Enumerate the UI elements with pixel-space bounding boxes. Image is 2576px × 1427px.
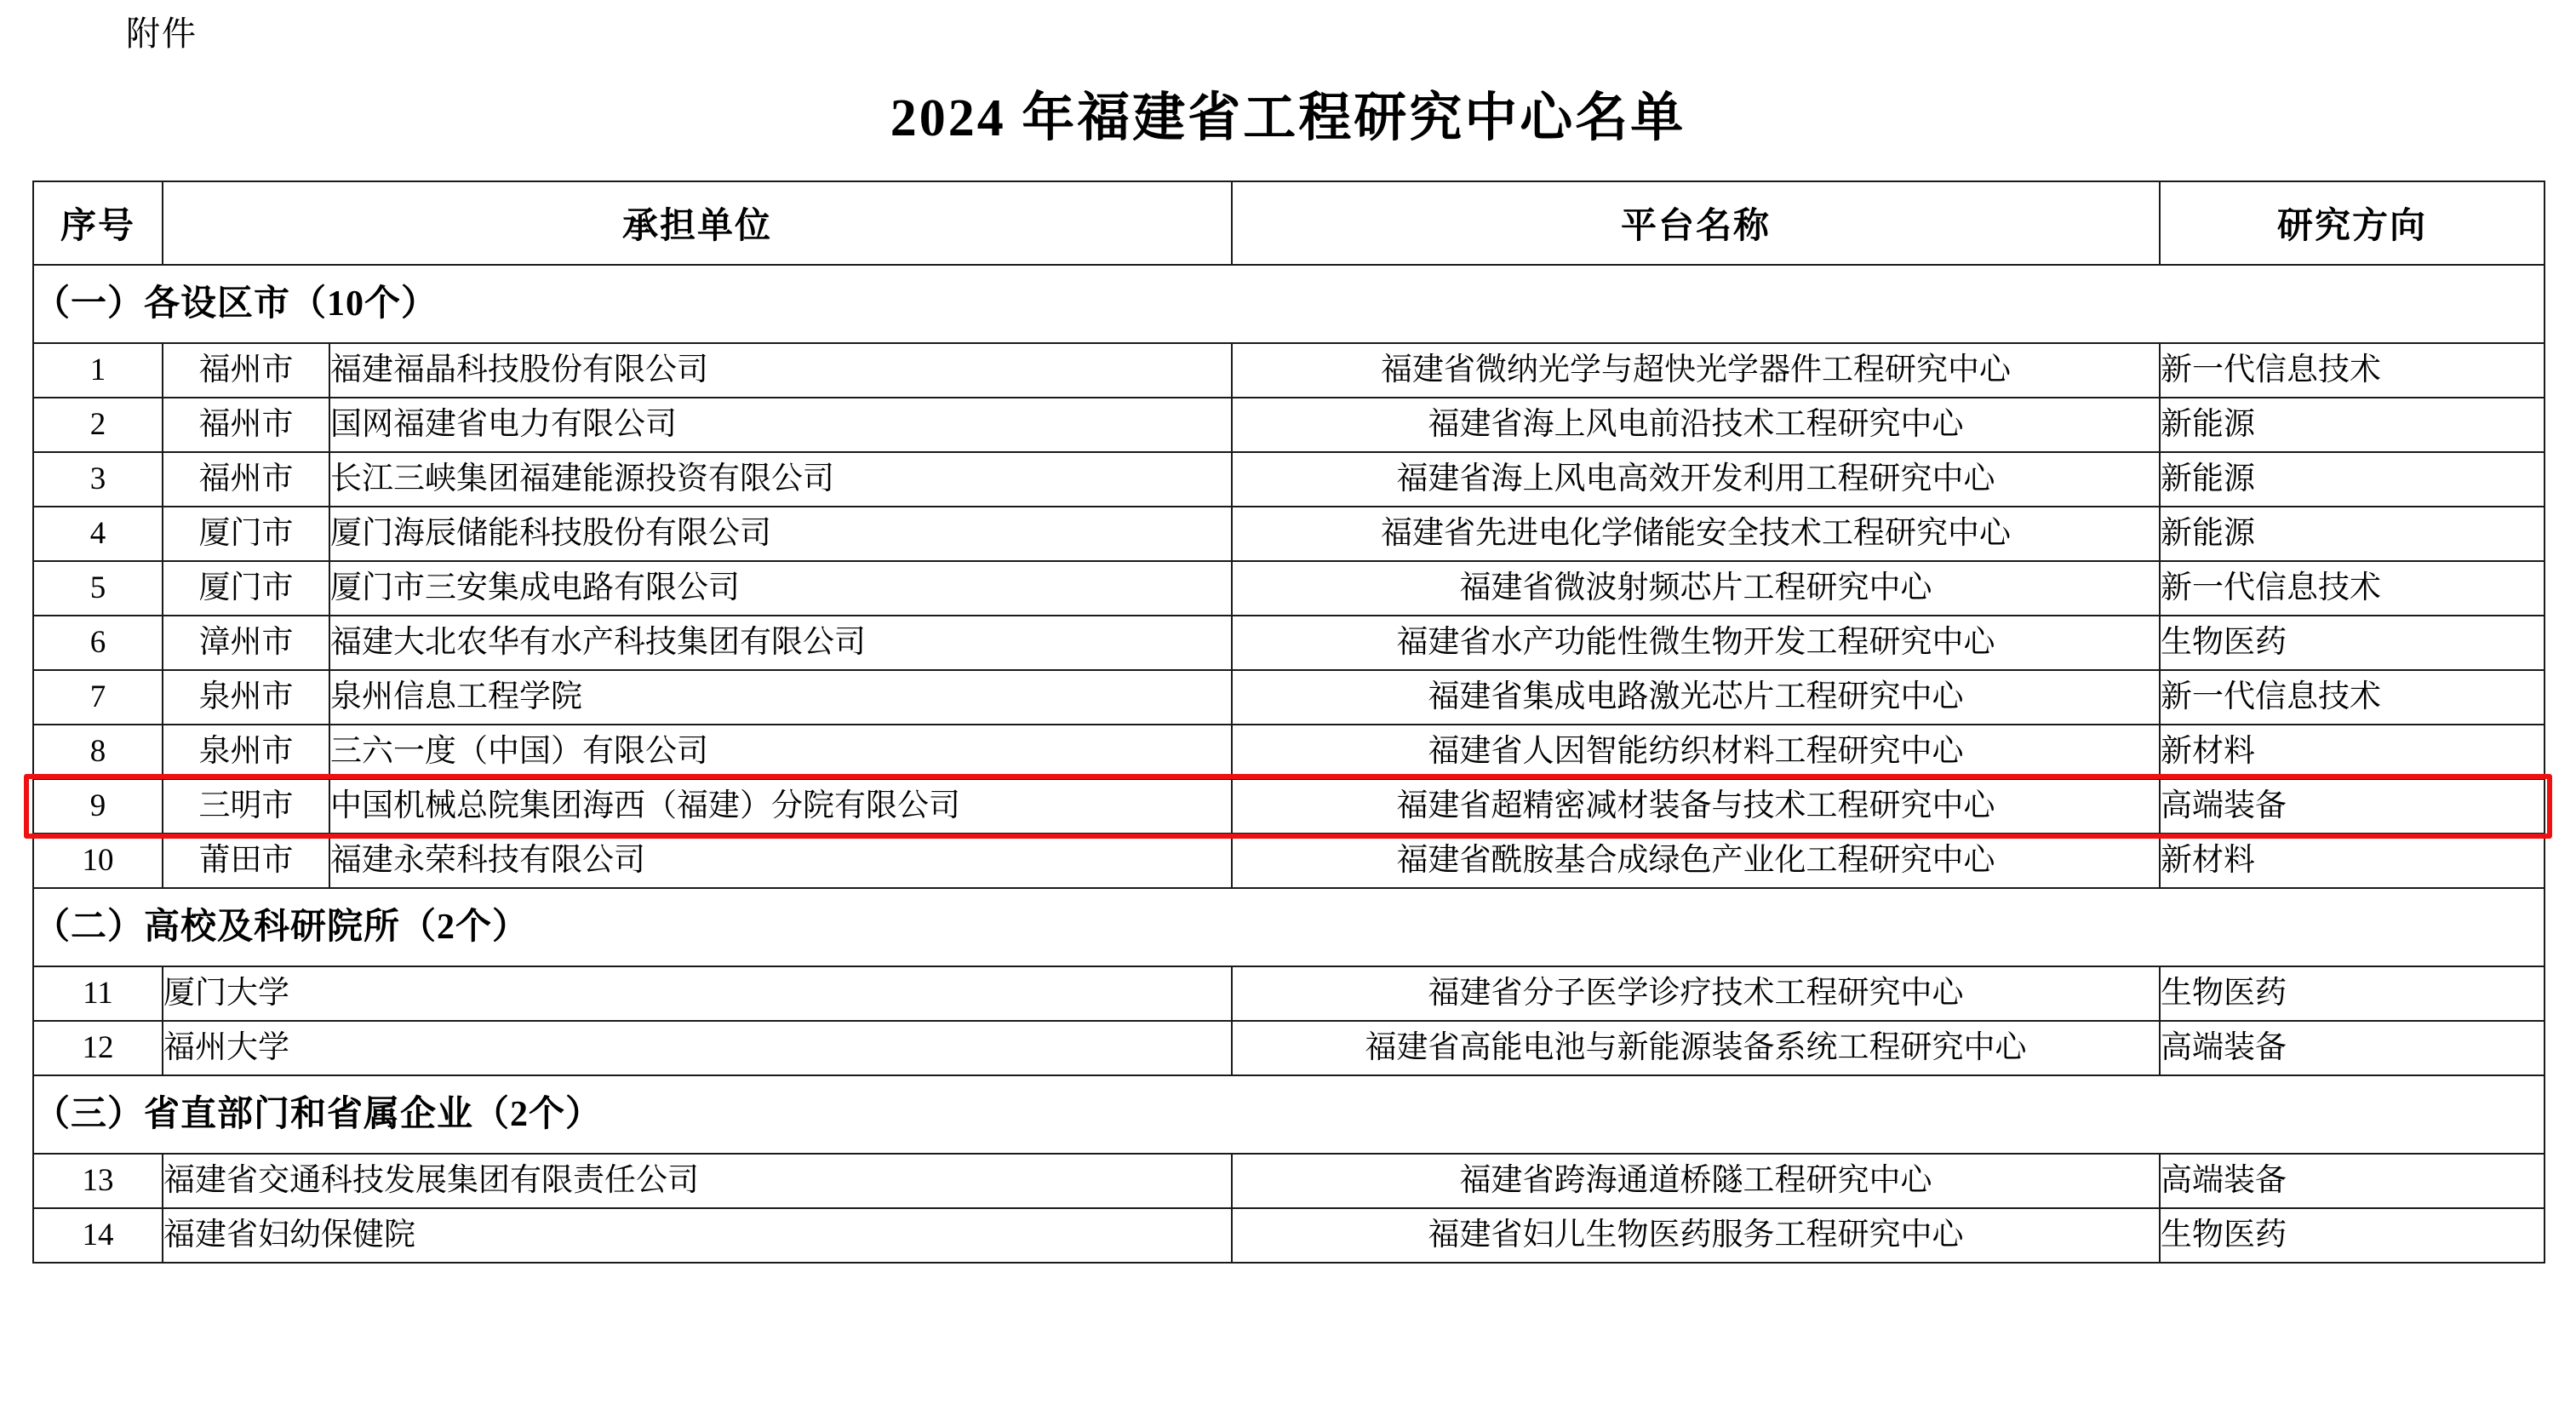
table-row [33,343,2545,398]
cell-seq: 1 [33,343,163,398]
cell-city: 福州市 [163,343,329,398]
cell-platform: 福建省海上风电高效开发利用工程研究中心 [1232,452,2160,507]
table-row [33,670,2545,725]
cell-seq: 9 [33,779,163,834]
table-row [33,834,2545,888]
table-row [33,452,2545,507]
cell-seq: 10 [33,834,163,888]
cell-city: 泉州市 [163,670,329,725]
cell-platform: 福建省分子医学诊疗技术工程研究中心 [1232,966,2160,1021]
cell-city: 三明市 [163,779,329,834]
column-header-direction: 研究方向 [2160,181,2545,265]
cell-seq: 11 [33,966,163,1021]
cell-city: 莆田市 [163,834,329,888]
table-row [33,616,2545,670]
cell-platform: 福建省集成电路激光芯片工程研究中心 [1232,670,2160,725]
cell-platform: 福建省微波射频芯片工程研究中心 [1232,561,2160,616]
table-group-label: （三）省直部门和省属企业（2个） [33,1075,2545,1154]
table-group-row [33,888,2545,966]
cell-unit: 三六一度（中国）有限公司 [329,725,1232,779]
table-row [33,398,2545,452]
cell-seq: 14 [33,1208,163,1263]
table-header-row [33,181,2545,265]
page-title: 2024 年福建省工程研究中心名单 [890,89,1686,147]
cell-seq: 13 [33,1154,163,1208]
cell-direction: 生物医药 [2160,1208,2545,1263]
cell-direction: 高端装备 [2160,1021,2545,1075]
cell-unit: 厦门市三安集成电路有限公司 [329,561,1232,616]
cell-unit: 福建大北农华有水产科技集团有限公司 [329,616,1232,670]
cell-direction: 新能源 [2160,398,2545,452]
cell-seq: 4 [33,507,163,561]
cell-direction: 新一代信息技术 [2160,343,2545,398]
cell-platform: 福建省海上风电前沿技术工程研究中心 [1232,398,2160,452]
table-group-row [33,265,2545,343]
cell-unit: 福州大学 [163,1021,1232,1075]
table-group-label: （二）高校及科研院所（2个） [33,888,2545,966]
table-row [33,1021,2545,1075]
cell-platform: 福建省高能电池与新能源装备系统工程研究中心 [1232,1021,2160,1075]
column-header-seq: 序号 [33,181,163,265]
cell-platform: 福建省人因智能纺织材料工程研究中心 [1232,725,2160,779]
cell-city: 福州市 [163,452,329,507]
cell-direction: 新能源 [2160,452,2545,507]
cell-seq: 2 [33,398,163,452]
table-row [33,779,2545,834]
cell-city: 漳州市 [163,616,329,670]
cell-unit: 福建永荣科技有限公司 [329,834,1232,888]
cell-unit: 厦门海辰储能科技股份有限公司 [329,507,1232,561]
cell-unit: 福建省妇幼保健院 [163,1208,1232,1263]
cell-platform: 福建省跨海通道桥隧工程研究中心 [1232,1154,2160,1208]
cell-direction: 新一代信息技术 [2160,670,2545,725]
cell-direction: 高端装备 [2160,779,2545,834]
column-header-unit: 承担单位 [163,181,1232,265]
table-group-label: （一）各设区市（10个） [33,265,2545,343]
cell-city: 厦门市 [163,507,329,561]
cell-direction: 生物医药 [2160,966,2545,1021]
center-list-table-wrapper [32,181,2545,1264]
attachment-label: 附件 [126,14,197,53]
cell-direction: 新能源 [2160,507,2545,561]
cell-unit: 国网福建省电力有限公司 [329,398,1232,452]
cell-city: 福州市 [163,398,329,452]
table-row [33,507,2545,561]
cell-platform: 福建省水产功能性微生物开发工程研究中心 [1232,616,2160,670]
center-list-table [32,181,2545,1264]
cell-unit: 厦门大学 [163,966,1232,1021]
cell-city: 厦门市 [163,561,329,616]
table-group-row [33,1075,2545,1154]
cell-direction: 高端装备 [2160,1154,2545,1208]
table-header [33,181,2545,265]
table-row [33,725,2545,779]
cell-seq: 8 [33,725,163,779]
cell-direction: 新一代信息技术 [2160,561,2545,616]
cell-platform: 福建省妇儿生物医药服务工程研究中心 [1232,1208,2160,1263]
cell-unit: 泉州信息工程学院 [329,670,1232,725]
cell-unit: 长江三峡集团福建能源投资有限公司 [329,452,1232,507]
cell-platform: 福建省微纳光学与超快光学器件工程研究中心 [1232,343,2160,398]
table-row [33,966,2545,1021]
cell-seq: 5 [33,561,163,616]
table-row [33,1154,2545,1208]
cell-seq: 3 [33,452,163,507]
cell-direction: 新材料 [2160,834,2545,888]
table-body [33,265,2545,1263]
cell-platform: 福建省超精密减材装备与技术工程研究中心 [1232,779,2160,834]
cell-unit: 中国机械总院集团海西（福建）分院有限公司 [329,779,1232,834]
cell-city: 泉州市 [163,725,329,779]
cell-platform: 福建省先进电化学储能安全技术工程研究中心 [1232,507,2160,561]
table-row [33,1208,2545,1263]
column-header-platform: 平台名称 [1232,181,2160,265]
cell-unit: 福建福晶科技股份有限公司 [329,343,1232,398]
cell-platform: 福建省酰胺基合成绿色产业化工程研究中心 [1232,834,2160,888]
cell-seq: 12 [33,1021,163,1075]
cell-unit: 福建省交通科技发展集团有限责任公司 [163,1154,1232,1208]
cell-direction: 新材料 [2160,725,2545,779]
cell-seq: 7 [33,670,163,725]
cell-seq: 6 [33,616,163,670]
table-row [33,561,2545,616]
cell-direction: 生物医药 [2160,616,2545,670]
